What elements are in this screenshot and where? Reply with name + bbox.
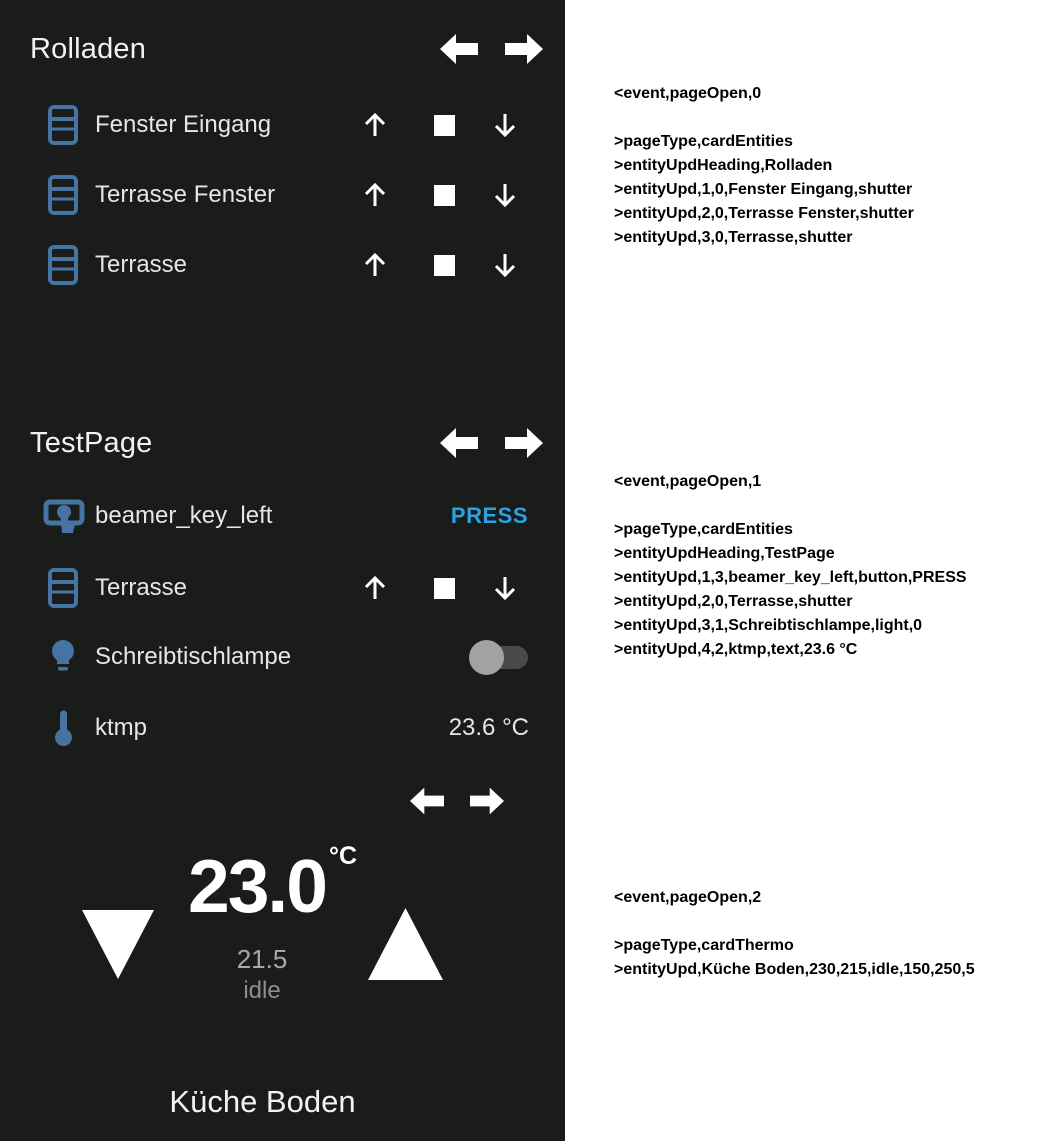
triangle-up-icon (368, 908, 443, 980)
arrow-down-icon (491, 111, 519, 139)
log-event-line: <event,pageOpen,2 (614, 889, 762, 906)
page-title-rolladen: Rolladen (30, 33, 147, 65)
temperature-unit: °C (329, 842, 358, 870)
entity-label: Schreibtischlampe (95, 643, 292, 670)
nav-next-button[interactable] (505, 427, 543, 459)
shutter-stop-button[interactable] (429, 180, 459, 210)
arrow-down-icon (491, 181, 519, 209)
log-line: >pageType,cardEntities (614, 133, 793, 150)
serial-log-block-2 (614, 886, 975, 982)
lightbulb-icon (48, 640, 78, 674)
entity-label: ktmp (95, 714, 148, 741)
arrow-left-icon (410, 786, 444, 816)
serial-log-block-1 (614, 470, 967, 662)
nav-prev-button[interactable] (440, 427, 478, 459)
arrow-up-icon (361, 251, 389, 279)
shutter-down-button[interactable] (490, 180, 520, 210)
log-event-line: <event,pageOpen,1 (614, 473, 762, 490)
log-event-line: <event,pageOpen,0 (614, 85, 762, 102)
shutter-stop-button[interactable] (429, 250, 459, 280)
target-temperature: 21.5 (236, 944, 288, 974)
log-line: >entityUpd,3,1,Schreibtischlampe,light,0 (614, 617, 923, 634)
arrow-up-icon (361, 181, 389, 209)
toggle-knob (469, 640, 504, 675)
arrow-up-icon (361, 111, 389, 139)
arrow-right-icon (505, 427, 543, 459)
thermometer-icon (55, 710, 72, 747)
window-shutter-icon (48, 245, 78, 285)
light-toggle-switch[interactable] (469, 639, 529, 675)
shutter-up-button[interactable] (360, 110, 390, 140)
page-title-testpage: TestPage (30, 427, 153, 459)
entity-row-terrasse-2 (0, 553, 565, 623)
nav-prev-button[interactable] (440, 33, 478, 65)
arrow-left-icon (440, 427, 478, 459)
thermostat-title: Küche Boden (169, 1084, 356, 1119)
log-line: >pageType,cardThermo (614, 937, 794, 954)
temp-down-button[interactable] (82, 910, 154, 979)
log-line: >entityUpd,2,0,Terrasse Fenster,shutter (614, 205, 914, 222)
arrow-left-icon (440, 33, 478, 65)
log-line: >entityUpd,1,3,beamer_key_left,button,PRESS (614, 569, 967, 586)
window-shutter-icon (48, 568, 78, 608)
stop-icon (434, 255, 455, 276)
shutter-stop-button[interactable] (429, 110, 459, 140)
log-line: >entityUpd,1,0,Fenster Eingang,shutter (614, 181, 913, 198)
entity-label: Terrasse (95, 251, 188, 278)
shutter-up-button[interactable] (360, 573, 390, 603)
arrow-right-icon (505, 33, 543, 65)
entity-row-beamer-key-left (0, 481, 565, 551)
log-line: >entityUpd,2,0,Terrasse,shutter (614, 593, 853, 610)
serial-log-block-0 (614, 82, 914, 250)
stop-icon (434, 185, 455, 206)
entity-row-terrasse (0, 230, 565, 300)
log-line: >entityUpd,Küche Boden,230,215,idle,150,250,5 (614, 961, 975, 978)
log-line: >entityUpdHeading,Rolladen (614, 157, 833, 174)
arrow-down-icon (491, 251, 519, 279)
log-line: >pageType,cardEntities (614, 521, 793, 538)
sensor-value: 23.6 °C (448, 714, 529, 741)
temp-up-button[interactable] (368, 908, 443, 980)
entity-label: Terrasse (95, 574, 188, 601)
stop-icon (434, 578, 455, 599)
entity-label: beamer_key_left (95, 502, 273, 529)
entity-row-ktmp (0, 693, 565, 763)
shutter-down-button[interactable] (490, 573, 520, 603)
log-line: >entityUpdHeading,TestPage (614, 545, 835, 562)
current-temperature: 23.0 (188, 844, 326, 928)
log-line: >entityUpd,3,0,Terrasse,shutter (614, 229, 853, 246)
entity-row-fenster-eingang (0, 90, 565, 160)
entity-label: Terrasse Fenster (95, 181, 276, 208)
hvac-state: idle (243, 977, 281, 1004)
window-shutter-icon (48, 175, 78, 215)
shutter-up-button[interactable] (360, 180, 390, 210)
nav-next-button[interactable] (470, 786, 504, 816)
stop-icon (434, 115, 455, 136)
entity-row-terrasse-fenster (0, 160, 565, 230)
shutter-down-button[interactable] (490, 110, 520, 140)
entity-row-schreibtischlampe (0, 622, 565, 692)
shutter-down-button[interactable] (490, 250, 520, 280)
arrow-down-icon (491, 574, 519, 602)
press-button[interactable]: PRESS (450, 503, 528, 528)
arrow-up-icon (361, 574, 389, 602)
nav-prev-button[interactable] (410, 786, 444, 816)
entity-label: Fenster Eingang (95, 111, 272, 138)
log-line: >entityUpd,4,2,ktmp,text,23.6 °C (614, 641, 858, 658)
window-shutter-icon (48, 105, 78, 145)
gesture-tap-button-icon (43, 497, 85, 535)
arrow-right-icon (470, 786, 504, 816)
shutter-stop-button[interactable] (429, 573, 459, 603)
nav-next-button[interactable] (505, 33, 543, 65)
shutter-up-button[interactable] (360, 250, 390, 280)
triangle-down-icon (82, 910, 154, 979)
